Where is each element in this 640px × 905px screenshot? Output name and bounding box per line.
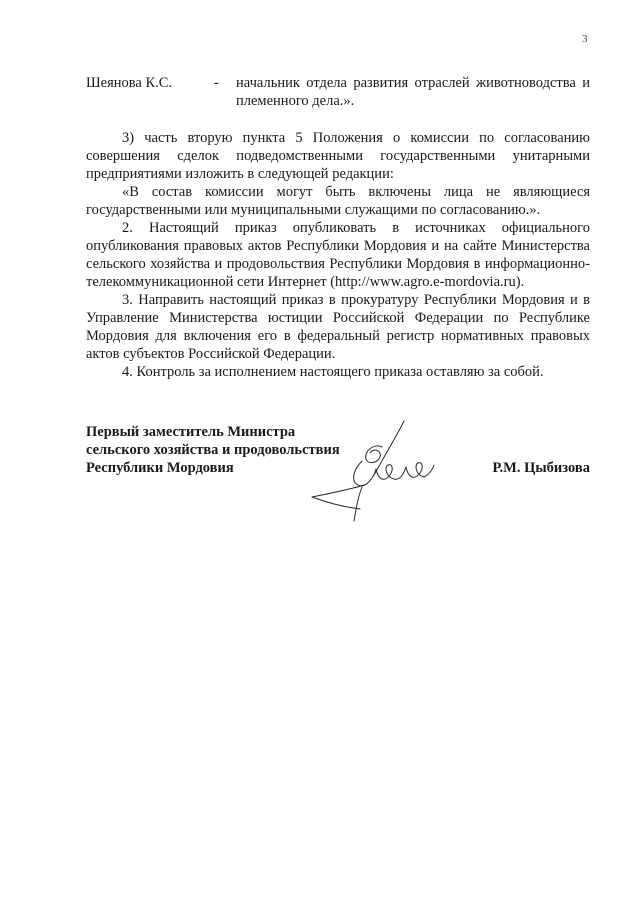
paragraph-send-to-prosecutor: 3. Направить настоящий приказ в прокуратуру Республики Мордовия и в Управление Министерства юстиции Российской Федерации по Республике Мордовия для включения его в федеральный регистр нормативных правовых актов субъектов Российской Федерации.	[86, 292, 590, 362]
handwritten-signature-icon	[304, 417, 444, 527]
signer-name: Р.М. Цыбизова	[492, 460, 590, 476]
paragraph-publication: 2. Настоящий приказ опубликовать в источниках официального опубликования правовых актов Республики Мордовия и на сайте Министерства сельского хозяйства и продовольствия Республики Мордовия в информационно-телекоммуникационной сети Интернет (http://www.agro.e-mordovia.ru).	[86, 220, 590, 290]
order-body	[86, 129, 590, 381]
page-number: 3	[582, 33, 588, 45]
signer-title-line: Республики Мордовия	[86, 460, 234, 476]
paragraph-control: 4. Контроль за исполнением настоящего приказа оставляю за собой.	[122, 364, 544, 380]
signature-block	[86, 423, 590, 533]
member-role: начальник отдела развития отраслей животноводства и племенного дела.».	[236, 75, 590, 109]
paragraph-amendment-3: 3) часть вторую пункта 5 Положения о комиссии по согласованию совершения сделок подведомственными государственными унитарными предприятиями изложить в следующей редакции:	[86, 130, 590, 182]
member-dash: -	[214, 75, 219, 91]
signer-title-line: Первый заместитель Министра	[86, 424, 296, 440]
member-name: Шеянова К.С.	[86, 75, 173, 91]
signer-title-line: сельского хозяйства и продовольствия	[86, 442, 340, 458]
paragraph-quoted-text: «В состав комиссии могут быть включены лица не являющиеся государственными или муниципальными служащими по согласованию.».	[86, 184, 590, 218]
